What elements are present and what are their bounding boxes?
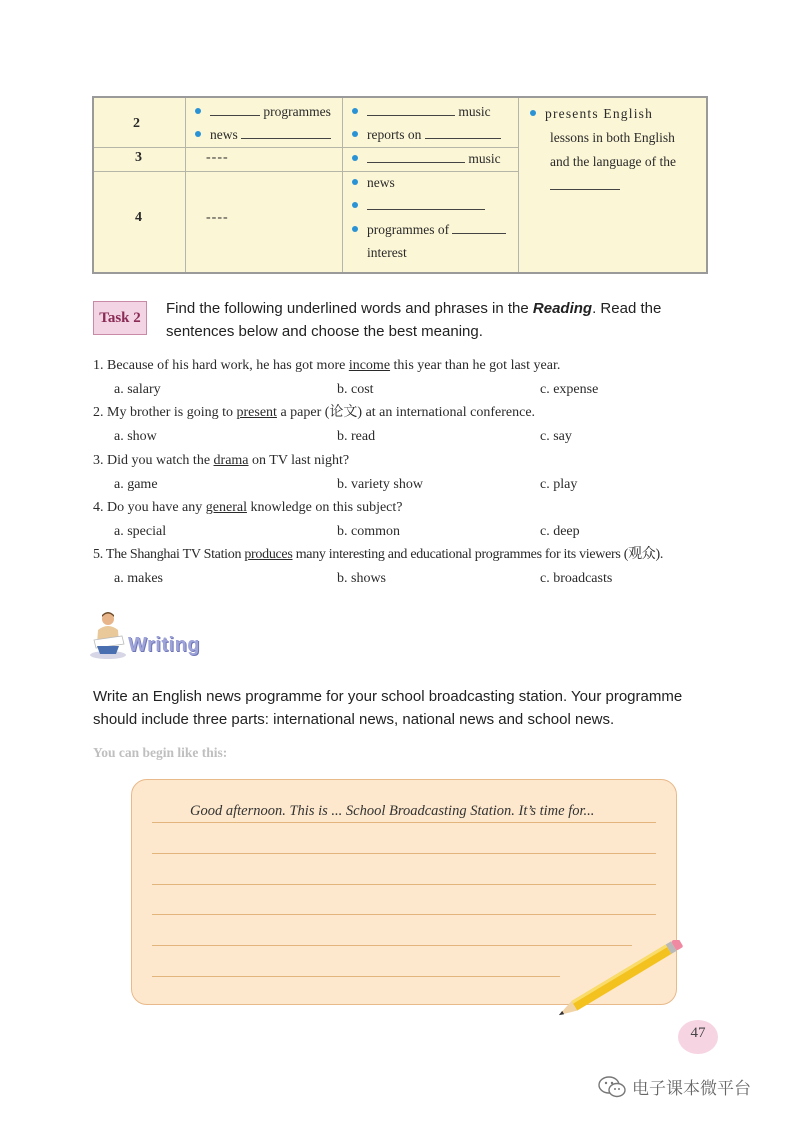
pencil-icon [545, 940, 695, 1018]
writing-line [152, 822, 656, 823]
row-number: 3 [135, 150, 142, 165]
option-c: c. play [540, 477, 578, 492]
wechat-icon [598, 1076, 626, 1098]
writing-title: Writing [128, 634, 201, 656]
task-badge: Task 2 [93, 301, 147, 335]
table-cell [550, 174, 620, 197]
option-b: b. variety show [337, 477, 423, 492]
option-a: a. special [114, 524, 167, 539]
table-cell: ---- [206, 210, 229, 225]
option-c: c. deep [540, 524, 580, 539]
table-cell: lessons in both English [550, 130, 675, 145]
bullet-icon [352, 226, 358, 232]
bullet-icon [352, 108, 358, 114]
table-cell: reports on [352, 123, 501, 146]
option-c: c. broadcasts [540, 571, 613, 586]
question: 3. Did you watch the drama on TV last night? [93, 453, 350, 468]
table-cell: presents English [530, 102, 653, 125]
row-number: 2 [133, 116, 140, 131]
option-b: b. read [337, 429, 376, 444]
bullet-icon [352, 179, 358, 185]
option-a: a. game [114, 477, 158, 492]
writing-line [152, 976, 560, 977]
table-cell: and the language of the [550, 154, 676, 169]
option-a: a. makes [114, 571, 163, 586]
bullet-icon [530, 110, 536, 116]
writing-instruction: Write an English news programme for your school broadcasting station. Your programme should include three parts: international news, national news and school news. [93, 688, 683, 728]
question: 1. Because of his hard work, he has got more income this year than he got last year. [93, 358, 561, 373]
writing-line [152, 914, 656, 915]
writing-line [152, 853, 656, 854]
option-b: b. common [337, 524, 400, 539]
sample-first-line: Good afternoon. This is ... School Broadcasting Station. It’s time for... [190, 803, 595, 819]
table-cell: programmes of [352, 218, 506, 241]
page-number: 47 [690, 1025, 706, 1041]
question: 2. My brother is going to present a paper (论文) at an international conference. [93, 405, 536, 420]
option-b: b. cost [337, 382, 374, 397]
table-cell: programmes [195, 100, 331, 123]
bullet-icon [195, 131, 201, 137]
bullet-icon [352, 131, 358, 137]
option-c: c. expense [540, 382, 599, 397]
table-cell: news [195, 123, 331, 146]
table-cell: news [352, 171, 395, 194]
watermark: 电子课本微平台 [598, 1074, 751, 1099]
task-instruction: Find the following underlined words and phrases in the Reading. Read the sentences below and choose the best meaning. [166, 300, 662, 340]
table-cell: ---- [206, 150, 229, 165]
option-b: b. shows [337, 571, 387, 586]
table-cell: music [352, 147, 501, 170]
student-writing-icon [88, 610, 130, 660]
question: 5. The Shanghai TV Station produces many interesting and educational programmes for its viewers (观众). [93, 547, 664, 562]
option-c: c. say [540, 429, 572, 444]
bullet-icon [352, 155, 358, 161]
begin-label: You can begin like this: [93, 745, 228, 760]
option-a: a. show [114, 429, 157, 444]
option-a: a. salary [114, 382, 161, 397]
table-cell: music [352, 100, 491, 123]
table-cell: interest [367, 245, 407, 260]
vocabulary-table [92, 96, 708, 274]
bullet-icon [195, 108, 201, 114]
question: 4. Do you have any general knowledge on this subject? [93, 500, 403, 515]
row-number: 4 [135, 210, 142, 225]
bullet-icon [352, 202, 358, 208]
writing-line [152, 884, 656, 885]
table-cell [352, 194, 485, 217]
